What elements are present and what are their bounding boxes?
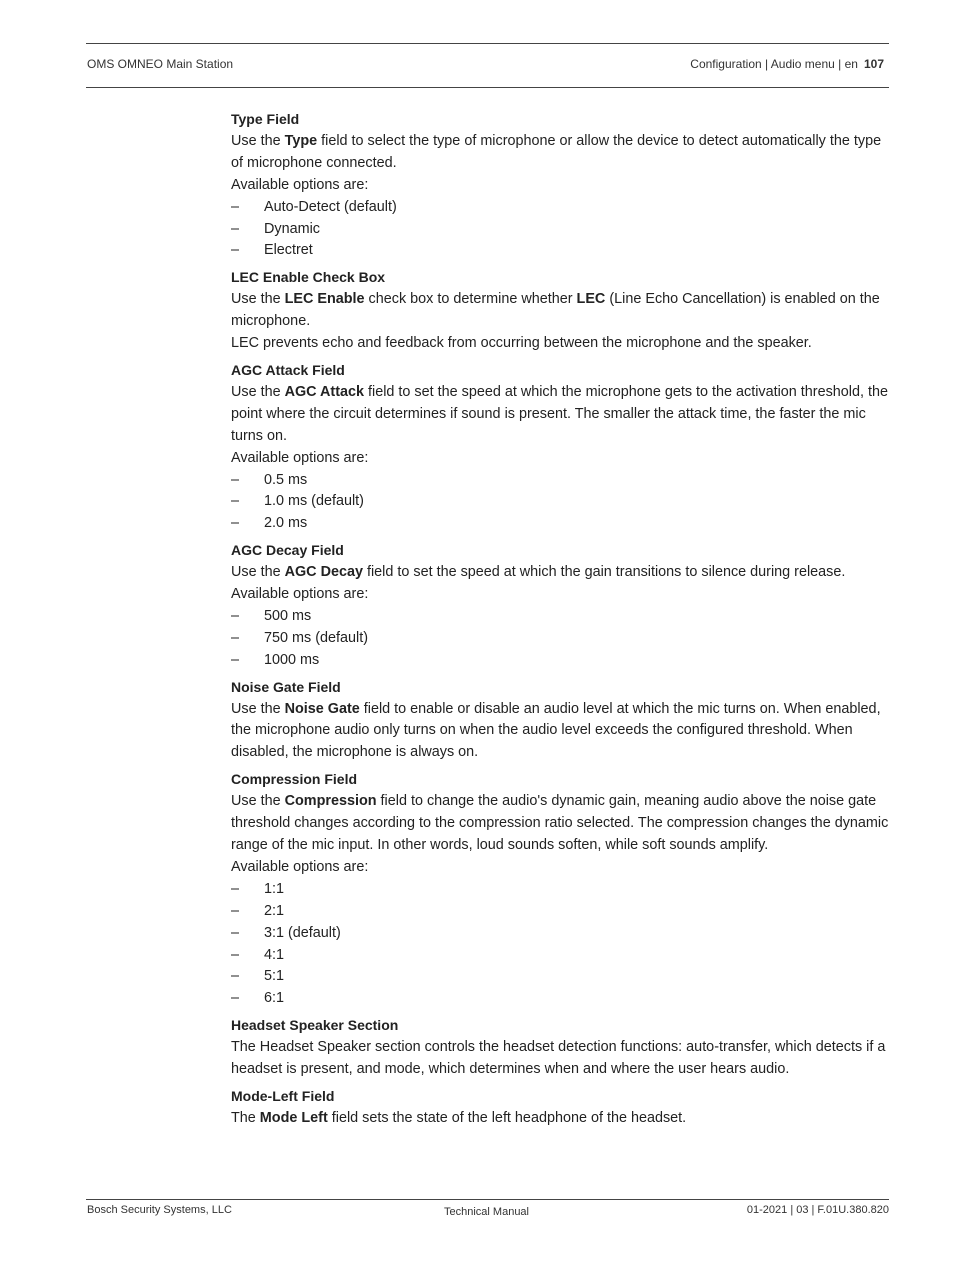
section-heading: Noise Gate Field (231, 678, 341, 695)
bold-term: AGC Attack (284, 383, 365, 400)
page-number: 107 (863, 57, 884, 71)
paragraph (231, 562, 891, 584)
dash-bullet: – (231, 242, 240, 259)
list-item (231, 966, 891, 988)
page-body (231, 109, 891, 1135)
text-run: Use the (231, 383, 285, 400)
list-item (231, 628, 891, 650)
footer-document-id: 01-2021 | 03 | F.01U.380.820 (746, 1204, 889, 1216)
dash-bullet: – (231, 471, 240, 488)
option-label: 3:1 (default) (264, 924, 341, 941)
text-run: Use the (231, 564, 285, 581)
text-run: Use the (231, 700, 285, 717)
section-heading: Mode-Left Field (231, 1087, 335, 1104)
option-label: 2:1 (264, 902, 285, 919)
list-item (231, 513, 891, 535)
paragraph (231, 1037, 891, 1081)
footer-rule (86, 1199, 889, 1200)
option-label: 4:1 (264, 946, 285, 963)
text-run: Use the (231, 793, 285, 810)
options-list (231, 470, 891, 536)
option-label: 500 ms (264, 607, 312, 624)
section (231, 769, 891, 1010)
header-document-title: OMS OMNEO Main Station (87, 57, 234, 71)
dash-bullet: – (231, 493, 240, 510)
section-heading: AGC Decay Field (231, 542, 344, 559)
paragraph (231, 584, 891, 606)
section-heading: AGC Attack Field (231, 361, 345, 378)
text-run: Use the (231, 132, 285, 149)
paragraph (231, 448, 891, 470)
bold-term: LEC (576, 291, 606, 308)
section-heading: LEC Enable Check Box (231, 269, 386, 286)
list-item (231, 197, 891, 219)
list-item (231, 240, 891, 262)
text-run: field sets the state of the left headphone of the headset. (327, 1109, 687, 1126)
dash-bullet: – (231, 902, 240, 919)
bold-term: Mode Left (259, 1109, 328, 1126)
section (231, 540, 891, 671)
section (231, 1086, 891, 1130)
list-item (231, 470, 891, 492)
text-run: Available options are: (231, 858, 369, 875)
option-label: Electret (264, 242, 313, 259)
paragraph (231, 333, 891, 355)
text-run: Use the (231, 291, 285, 308)
text-run: Available options are: (231, 449, 369, 466)
text-run: field to set the speed at which the gain transitions to silence during release. (362, 564, 846, 581)
section-heading: Headset Speaker Section (231, 1017, 399, 1034)
list-item (231, 606, 891, 628)
text-run: field to select the type of microphone or allow the device to detect automatically the type of microphone connected. (231, 132, 882, 171)
list-item (231, 219, 891, 241)
dash-bullet: – (231, 651, 240, 668)
text-run: field to set the speed at which the microphone gets to the activation threshold, the point where the circuit determines if sound is present. The smaller the attack time, the faster the mic turns on. (231, 383, 889, 444)
paragraph (231, 1108, 891, 1130)
dash-bullet: – (231, 924, 240, 941)
option-label: 1000 ms (264, 651, 320, 668)
list-item (231, 491, 891, 513)
paragraph (231, 699, 891, 765)
bold-term: Compression (284, 793, 377, 810)
section-heading: Compression Field (231, 771, 358, 788)
options-list (231, 197, 891, 263)
dash-bullet: – (231, 515, 240, 532)
option-label: Dynamic (264, 220, 320, 237)
header-breadcrumb: Configuration | Audio menu | en (690, 57, 858, 71)
list-item (231, 901, 891, 923)
list-item (231, 945, 891, 967)
options-list (231, 606, 891, 672)
dash-bullet: – (231, 607, 240, 624)
bold-term: Type (284, 132, 318, 149)
header-section-path (690, 57, 884, 71)
paragraph (231, 382, 891, 448)
option-label: 0.5 ms (264, 471, 308, 488)
paragraph (231, 175, 891, 197)
text-run: LEC prevents echo and feedback from occurring between the microphone and the speaker. (231, 335, 812, 352)
footer-company: Bosch Security Systems, LLC (87, 1204, 232, 1216)
option-label: 6:1 (264, 990, 285, 1007)
list-item (231, 988, 891, 1010)
option-label: Auto-Detect (default) (264, 198, 397, 215)
text-run: Available options are: (231, 586, 369, 603)
dash-bullet: – (231, 880, 240, 897)
text-run: The Headset Speaker section controls the headset detection functions: auto-transfer, which detects if a headset is present, and mode, which determines when and where the user hears audio. (231, 1039, 886, 1078)
option-label: 5:1 (264, 968, 285, 985)
paragraph (231, 857, 891, 879)
option-label: 1.0 ms (default) (264, 493, 364, 510)
text-run: Available options are: (231, 176, 369, 193)
dash-bullet: – (231, 990, 240, 1007)
bold-term: LEC Enable (284, 291, 365, 308)
option-label: 1:1 (264, 880, 285, 897)
footer-manual-type: Technical Manual (444, 1206, 529, 1218)
text-run: (Line Echo Cancellation) is enabled on the microphone. (231, 291, 880, 330)
options-list (231, 879, 891, 1010)
dash-bullet: – (231, 968, 240, 985)
header-rule-top (86, 43, 889, 44)
text-run: field to enable or disable an audio level at which the mic turns on. When enabled, the microphone audio only turns on when the audio level exceeds the configured threshold. When disabled, the microphone is always on. (231, 700, 881, 761)
paragraph (231, 131, 891, 175)
list-item (231, 923, 891, 945)
dash-bullet: – (231, 946, 240, 963)
section (231, 677, 891, 765)
option-label: 2.0 ms (264, 515, 308, 532)
option-label: 750 ms (default) (264, 629, 368, 646)
paragraph (231, 289, 891, 333)
dash-bullet: – (231, 198, 240, 215)
bold-term: AGC Decay (284, 564, 363, 581)
list-item (231, 879, 891, 901)
section-heading: Type Field (231, 111, 300, 127)
list-item (231, 650, 891, 672)
text-run: check box to determine whether (364, 291, 577, 308)
header-rule-bottom (86, 87, 889, 88)
dash-bullet: – (231, 629, 240, 646)
dash-bullet: – (231, 220, 240, 237)
text-run: field to change the audio's dynamic gain, meaning audio above the noise gate threshold changes according to the compression ratio selected. The compression changes the dynamic range of the mic input. In other words, loud sounds soften, while soft sounds amplify. (231, 793, 889, 853)
paragraph (231, 791, 891, 857)
bold-term: Noise Gate (284, 700, 360, 717)
text-run: The (231, 1109, 260, 1126)
section (231, 109, 891, 262)
section (231, 360, 891, 535)
section (231, 267, 891, 355)
section (231, 1015, 891, 1081)
